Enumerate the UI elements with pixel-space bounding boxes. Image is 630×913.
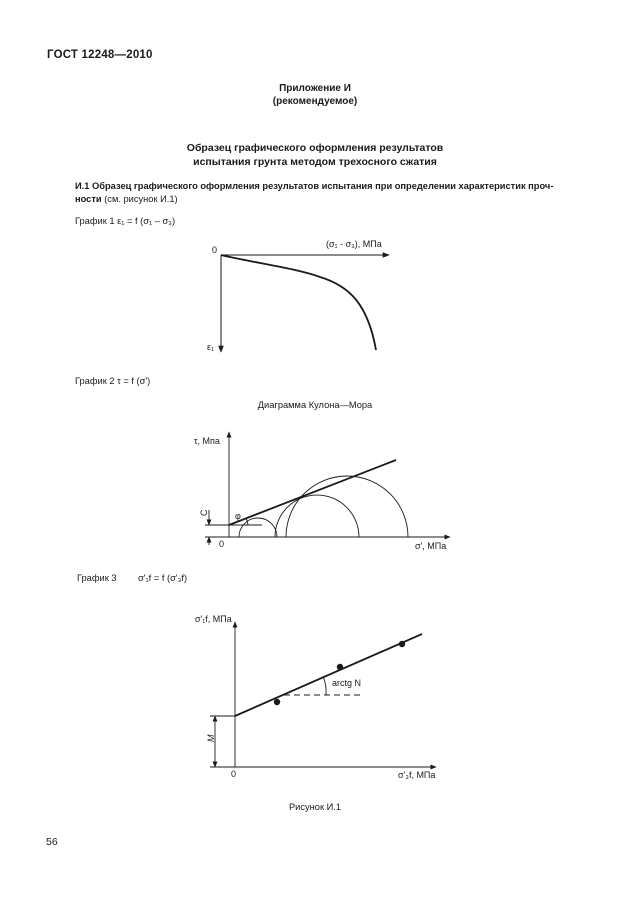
graph-1-y-label: ε₁ [207, 342, 215, 352]
graph-2-label: График 2 τ = f (σ') [75, 376, 151, 386]
graph-3-angle-label: arctg N [332, 678, 362, 688]
graph-2-envelope-line [229, 460, 396, 525]
graph-3-angle-arc [323, 676, 326, 695]
graph-2-x-label: σ', МПа [415, 541, 447, 551]
graph-2-title: Диаграмма Кулона—Мора [257, 400, 373, 410]
appendix-status: (рекомендуемое) [272, 96, 358, 107]
subsection-line-2-bold: ности [75, 193, 102, 204]
graph-2-origin: 0 [219, 539, 225, 549]
graph-1-label: График 1 ε₁ = f (σ₁ – σ₃) [75, 216, 176, 226]
graph-2 [205, 432, 450, 545]
graph-1 [221, 255, 389, 352]
page-number: 56 [46, 836, 58, 848]
figure-caption: Рисунок И.1 [288, 802, 342, 812]
graph-3-label: График 3 [77, 573, 117, 583]
mohr-circle-1 [239, 518, 277, 537]
section-title-line-2: испытания грунта методом трехосного сжатия [193, 156, 437, 168]
graph-1-x-label: (σ₁ - σ₃), МПа [326, 239, 382, 249]
mohr-circle-3 [286, 476, 408, 537]
graph-2-c-label: C [199, 509, 209, 516]
subsection-line-2-rest: (см. рисунок И.1) [101, 193, 178, 204]
graph-3-y-label: σ'₁f, МПа [195, 614, 232, 624]
graph-3-m-label: M [206, 734, 216, 742]
graph-3-point-1 [274, 699, 280, 705]
graph-1-origin: 0 [212, 245, 218, 255]
graph-3-origin: 0 [231, 769, 237, 779]
graph-3-point-2 [337, 664, 343, 670]
subsection-line-1: И.1 Образец графического оформления результатов испытания при определении характеристик проч- [75, 181, 554, 191]
graph-2-y-label: τ, Мпа [194, 436, 220, 446]
graph-1-curve [221, 255, 376, 350]
graph-2-phi-label: φ [235, 511, 241, 521]
document-code: ГОСТ 12248—2010 [47, 49, 153, 61]
section-title-line-1: Образец графического оформления результатов [186, 142, 444, 154]
graph-3-formula: σ'₁f = f (σ'₃f) [138, 573, 188, 583]
graph-3-regression-line [235, 634, 422, 716]
appendix-title: Приложение И [279, 83, 351, 94]
graph-3-point-3 [399, 641, 405, 647]
graph-3-x-label: σ'₃f, МПа [398, 770, 436, 780]
